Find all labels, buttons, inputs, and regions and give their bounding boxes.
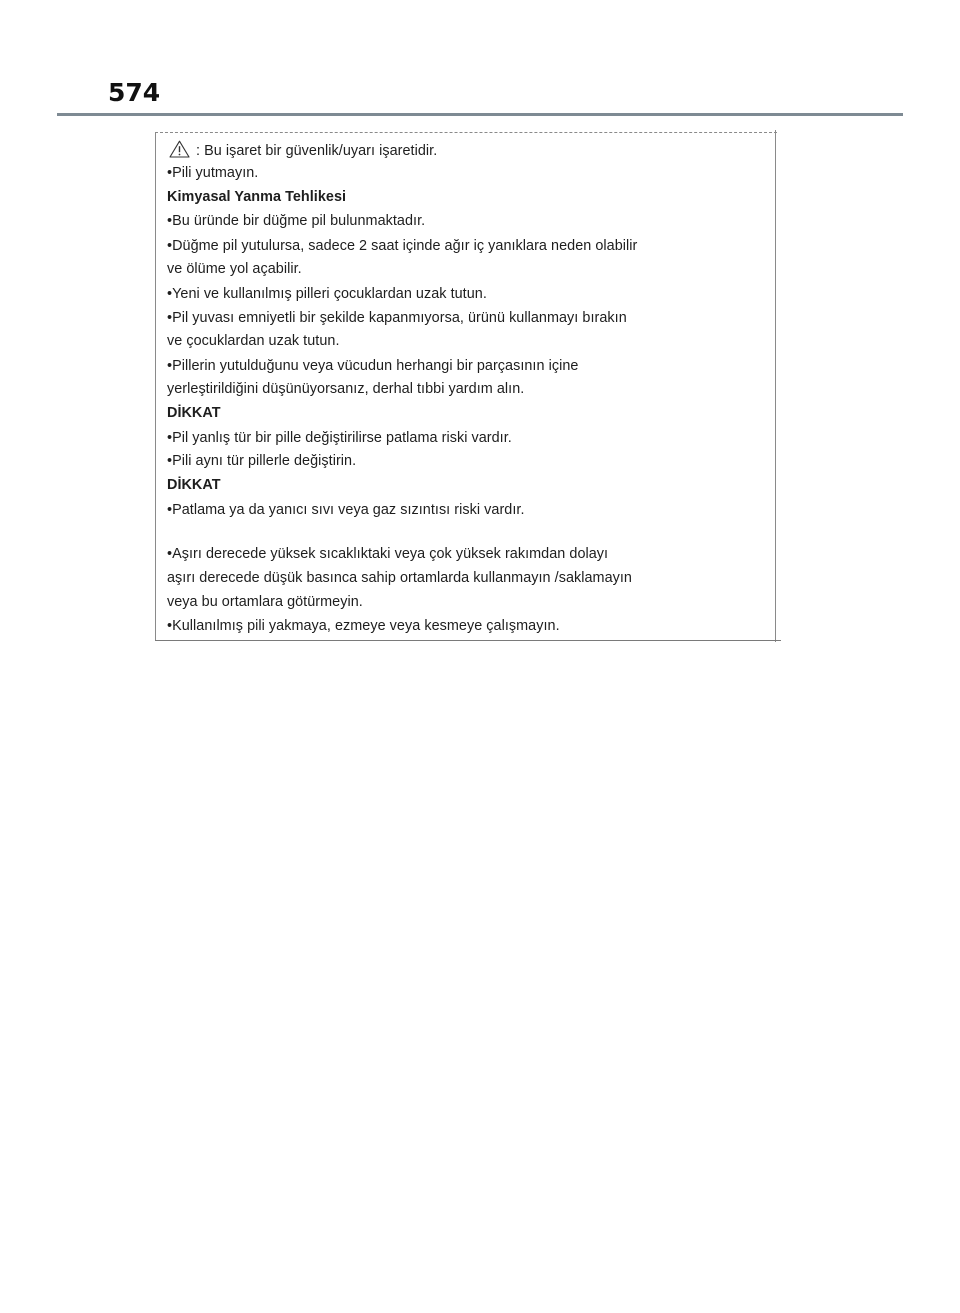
notice-line: •Aşırı derecede yüksek sıcaklıktaki veya çok yüksek rakımdan dolayı (167, 546, 609, 562)
notice-line: •Pil yanlış tür bir pille değiştirilirse patlama riski vardır. (167, 430, 512, 446)
notice-line: aşırı derecede düşük basınca sahip ortamlarda kullanmayın /saklamayın (167, 570, 632, 586)
notice-line: yerleştirildiğini düşünüyorsanız, derhal tıbbi yardım alın. (167, 381, 525, 397)
warning-legend-text: : Bu işaret bir güvenlik/uyarı işaretidir. (196, 143, 438, 159)
page-number: 574 (108, 78, 161, 107)
notice-line: •Patlama ya da yanıcı sıvı veya gaz sızıntısı riski vardır. (167, 502, 525, 518)
notice-line: •Kullanılmış pili yakmaya, ezmeye veya kesmeye çalışmayın. (167, 618, 560, 634)
section-heading-caution: DİKKAT (167, 477, 221, 493)
box-border-bottom (155, 640, 781, 641)
section-heading-caution: DİKKAT (167, 405, 221, 421)
notice-line: •Pili aynı tür pillerle değiştirin. (167, 453, 357, 469)
box-border-top (155, 132, 777, 133)
box-border-left (155, 132, 156, 640)
notice-line: •Bu üründe bir düğme pil bulunmaktadır. (167, 213, 426, 229)
notice-line: •Pili yutmayın. (167, 165, 259, 181)
warning-legend (169, 140, 437, 160)
warning-triangle-icon (169, 140, 190, 158)
notice-line: •Yeni ve kullanılmış pilleri çocuklardan uzak tutun. (167, 286, 487, 302)
header-rule (57, 113, 903, 116)
box-border-right (775, 130, 776, 642)
notice-line: •Pil yuvası emniyetli bir şekilde kapanmıyorsa, ürünü kullanmayı bırakın (167, 310, 627, 326)
notice-line: •Pillerin yutulduğunu veya vücudun herhangi bir parçasının içine (167, 358, 579, 374)
notice-line: •Düğme pil yutulursa, sadece 2 saat içinde ağır iç yanıklara neden olabilir (167, 238, 638, 254)
warning-notice-box (155, 130, 781, 643)
notice-line: ve ölüme yol açabilir. (167, 261, 302, 277)
notice-line: veya bu ortamlara götürmeyin. (167, 594, 363, 610)
notice-line: ve çocuklardan uzak tutun. (167, 333, 340, 349)
section-heading-chemical-burn: Kimyasal Yanma Tehlikesi (167, 189, 347, 205)
